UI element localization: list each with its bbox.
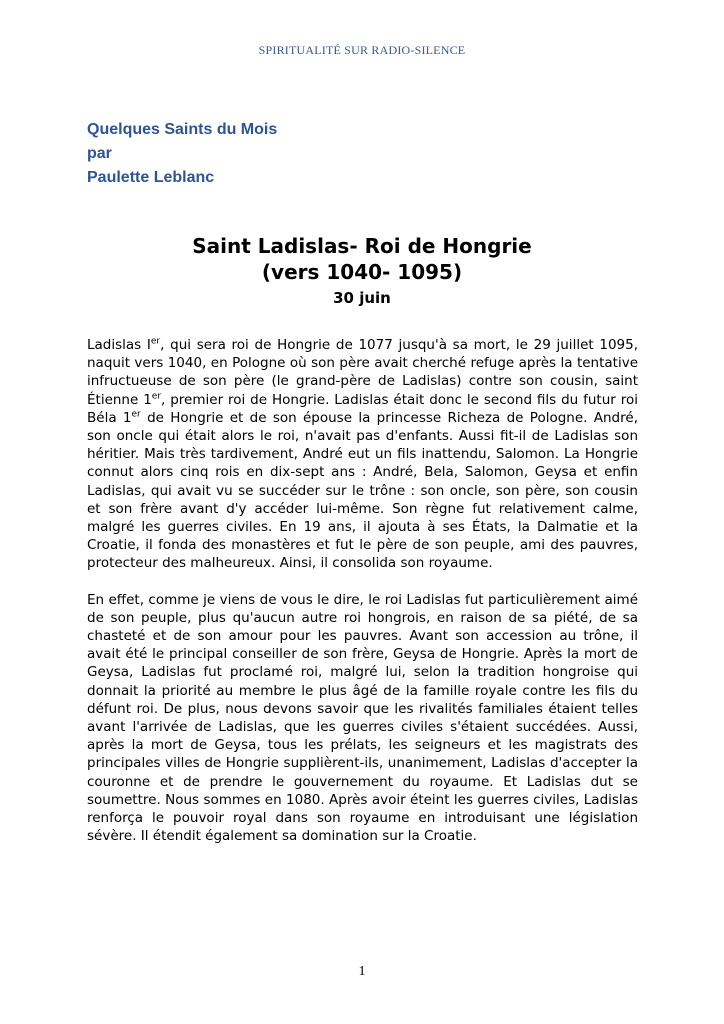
paragraph-1 xyxy=(87,336,638,573)
p1-text-c: , premier roi de Hongrie. Ladislas était donc le second fils du futur roi Béla 1 xyxy=(87,391,638,426)
byline-par: par xyxy=(87,145,112,162)
title-feast-day: 30 juin xyxy=(333,289,391,307)
title-name: Saint Ladislas- Roi de Hongrie xyxy=(192,234,532,258)
p1-superscript-c: er xyxy=(131,409,141,420)
running-header: SPIRITUALITÉ SUR RADIO-SILENCE xyxy=(258,43,466,57)
byline-series: Quelques Saints du Mois xyxy=(87,121,278,138)
article-title xyxy=(0,233,724,309)
paragraph-2: En effet, comme je viens de vous le dire, le roi Ladislas fut particulièrement aimé de son peuple, plus qu'aucun autre roi hongrois, en raison de sa piété, de sa chasteté et de son amour pour les pauvres. Avant son accession au trône, il avait été le principal conseiller de son frère, Geysa de Hongrie. Après la mort de Geysa, Ladislas fut proclamé roi, malgré lui, selon la tradition hongroise qui donnait la priorité au membre le plus âgé de la famille royale contre les fils du défunt roi. De plus, nous devons savoir que les rivalités familiales étaient telles avant l'arrivée de Ladislas, que les guerres civiles s'étaient succédées. Aussi, après la mort de Geysa, tous les prélats, les seigneurs et les magistrats des principales villes de Hongrie supplièrent-ils, unanimement, Ladislas d'accepter la couronne et de prendre le gouvernement du royaume. Et Ladislas dut se soumettre. Nous sommes en 1080. Après avoir éteint les guerres civiles, Ladislas renforça le pouvoir royal dans son royaume en introduisant une législation sévère. Il étendit également sa domination sur la Croatie. xyxy=(87,591,638,845)
p1-text-d: de Hongrie et de son épouse la princesse Richeza de Pologne. André, son oncle qui était alors le roi, n'avait pas d'enfants. Aussi fit-il de Ladislas son héritier. Mais très tardivement, André eut un fils inattendu, Salomon. La Hongrie connut alors cinq rois en dix-sept ans : André, Bela, Salomon, Geysa et enfin Ladislas, qui avait vu se succéder sur le trône : son oncle, son père, son cousin et son frère avant d'y accéder lui-même. Son règne fut relativement calme, malgré les guerres civiles. En 19 ans, il ajouta à ses États, la Dalmatie et la Croatie, il fonda des monastères et fut le père de son peuple, ami des pauvres, protecteur des malheureux. Ainsi, il consolida son royaume. xyxy=(87,409,638,572)
article-body xyxy=(87,336,638,863)
byline xyxy=(87,118,277,190)
p1-superscript-b: er xyxy=(151,391,162,402)
byline-author: Paulette Leblanc xyxy=(87,169,215,186)
p1-superscript-a: er xyxy=(150,336,161,347)
page-number: 1 xyxy=(358,964,366,979)
title-dates: (vers 1040- 1095) xyxy=(261,260,463,284)
p1-text-b: , qui sera roi de Hongrie de 1077 jusqu'à sa mort, le 29 juillet 1095, naquit vers 1040, en Pologne où son père avait cherché refuge après la tentative infructueuse de son père (le grand-père de Ladislas) contre son cousin, saint Étienne 1 xyxy=(87,337,639,408)
p1-text-a: Ladislas I xyxy=(87,337,151,353)
